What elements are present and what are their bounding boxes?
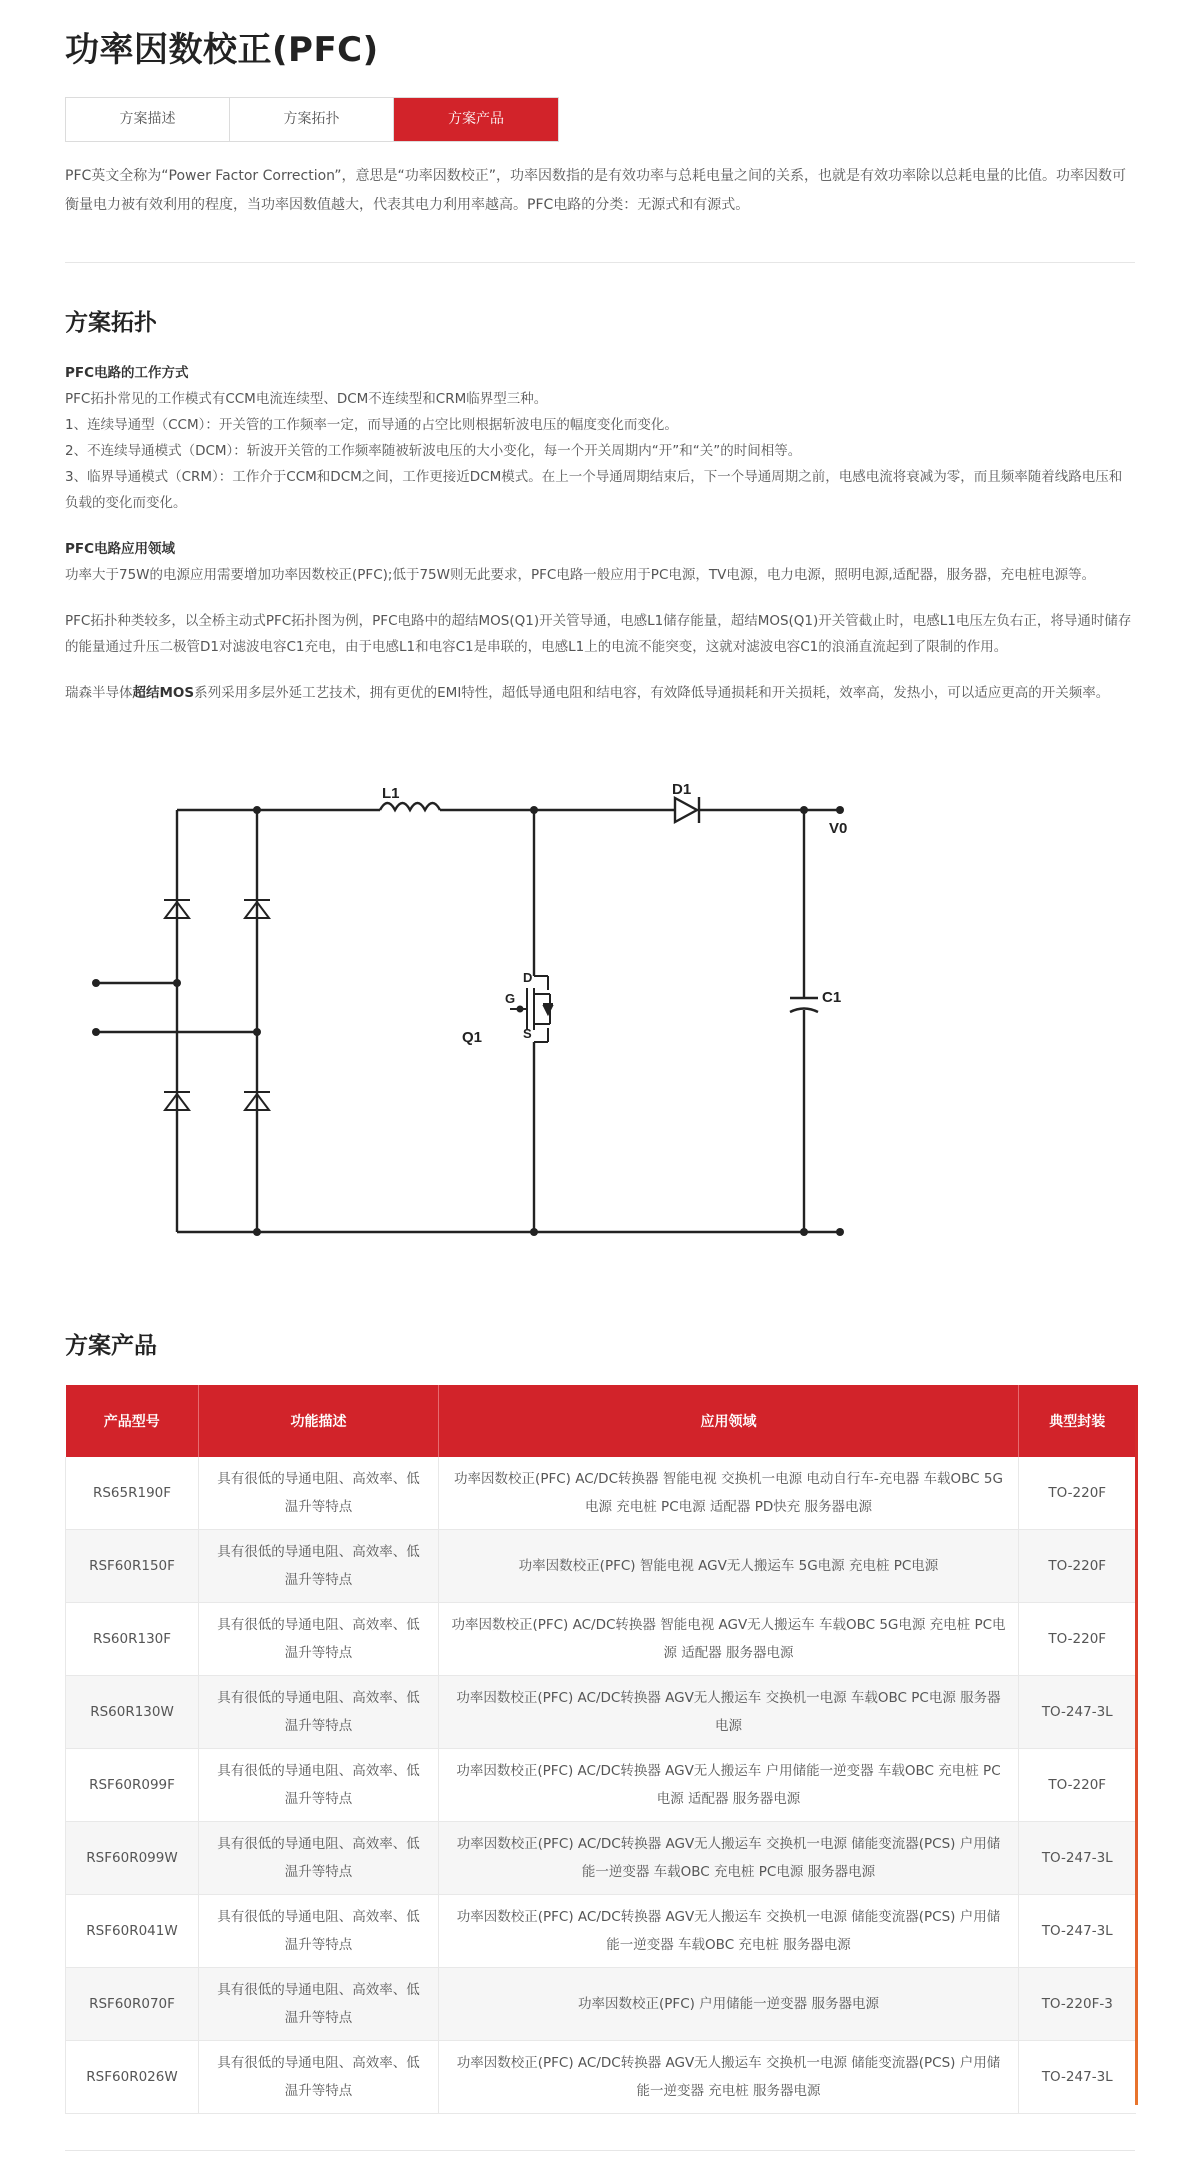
label-s: S <box>523 1026 532 1041</box>
tab-description[interactable]: 方案描述 <box>66 98 230 141</box>
capacitor-c1 <box>790 998 818 1012</box>
app-line: 功率大于75W的电源应用需要增加功率因数校正(PFC);低于75W则无此要求，PFC电路一般应用于PC电源，TV电源，电力电源，照明电源,适配器，服务器，充电桩电源等。 <box>65 567 1096 583</box>
mode-line: 2、不连续导通模式（DCM）：斩波开关管的工作频率随被斩波电压的大小变化，每一个开关周期内“开”和“关”的时间相等。 <box>65 443 802 459</box>
cell-model[interactable]: RSF60R041W <box>66 1895 199 1968</box>
tab-bar <box>65 97 559 142</box>
bridge-diodes <box>164 900 270 1110</box>
cell-function: 具有很低的导通电阻、高效率、低温升等特点 <box>199 1603 439 1676</box>
table-row <box>66 1822 1136 1895</box>
cell-function: 具有很低的导通电阻、高效率、低温升等特点 <box>199 1530 439 1603</box>
table-row <box>66 1968 1136 2041</box>
divider <box>65 262 1135 263</box>
cell-function: 具有很低的导通电阻、高效率、低温升等特点 <box>199 1822 439 1895</box>
cell-model[interactable]: RSF60R099W <box>66 1822 199 1895</box>
cell-application: 功率因数校正(PFC) 智能电视 AGV无人搬运车 5G电源 充电桩 PC电源 <box>439 1530 1019 1603</box>
cell-model[interactable]: RSF60R070F <box>66 1968 199 2041</box>
pfc-circuit-diagram <box>80 770 870 1240</box>
cell-package: TO-247-3L <box>1019 2041 1136 2114</box>
label-l1: L1 <box>382 785 400 802</box>
topology-description: PFC拓扑种类较多，以全桥主动式PFC拓扑图为例，PFC电路中的超结MOS(Q1)开关管导通，电感L1储存能量，超结MOS(Q1)开关管截止时，电感L1电压左负右正，将导通时储存的能量通过升压二极管D1对滤波电容C1充电，由于电感L1和电容C1是串联的，电感L1上的电流不能突变，这就对滤波电容C1的浪涌直流起到了限制的作用。 <box>65 613 1132 655</box>
cell-function: 具有很低的导通电阻、高效率、低温升等特点 <box>199 1749 439 1822</box>
mode-heading: PFC电路的工作方式 <box>65 365 189 381</box>
table-row <box>66 1530 1136 1603</box>
intro-text: PFC英文全称为“Power Factor Correction”，意思是“功率因数校正”，功率因数指的是有效功率与总耗电量之间的关系，也就是有效功率除以总耗电量的比值。功率因数可衡量电力被有效利用的程度，当功率因数值越大，代表其电力利用率越高。PFC电路的分类：无源式和有源式。 <box>65 168 1127 213</box>
cell-application: 功率因数校正(PFC) AC/DC转换器 AGV无人搬运车 交换机一电源 储能变流器(PCS) 户用储能一逆变器 车载OBC 充电桩 服务器电源 <box>439 1895 1019 1968</box>
cell-model[interactable]: RSF60R150F <box>66 1530 199 1603</box>
cell-model[interactable]: RS65R190F <box>66 1457 199 1530</box>
label-d1: D1 <box>672 781 692 798</box>
cell-application: 功率因数校正(PFC) AC/DC转换器 智能电视 AGV无人搬运车 车载OBC 5G电源 充电桩 PC电源 适配器 服务器电源 <box>439 1603 1019 1676</box>
table-row <box>66 1676 1136 1749</box>
col-header-package: 典型封装 <box>1019 1385 1136 1457</box>
table-header-row <box>66 1385 1136 1457</box>
product-paragraph: 瑞森半导体超结MOS系列采用多层外延工艺技术，拥有更优的EMI特性，超低导通电阻和结电容，有效降低导通损耗和开关损耗，效率高，发热小，可以适应更高的开关频率。 <box>65 685 1110 701</box>
col-header-model: 产品型号 <box>66 1385 199 1457</box>
page-title: 功率因数校正(PFC) <box>65 30 379 70</box>
cell-package: TO-220F <box>1019 1749 1136 1822</box>
inductor-l1 <box>380 803 440 810</box>
cell-function: 具有很低的导通电阻、高效率、低温升等特点 <box>199 2041 439 2114</box>
cell-application: 功率因数校正(PFC) AC/DC转换器 AGV无人搬运车 户用储能一逆变器 车载OBC 充电桩 PC电源 适配器 服务器电源 <box>439 1749 1019 1822</box>
table-scroll-edge[interactable] <box>1135 1385 1138 2105</box>
label-q1: Q1 <box>462 1029 483 1046</box>
cell-function: 具有很低的导通电阻、高效率、低温升等特点 <box>199 1968 439 2041</box>
table-row <box>66 1895 1136 1968</box>
table-row <box>66 2041 1136 2114</box>
cell-application: 功率因数校正(PFC) AC/DC转换器 AGV无人搬运车 交换机一电源 储能变流器(PCS) 户用储能一逆变器 充电桩 服务器电源 <box>439 2041 1019 2114</box>
label-v0: V0 <box>829 820 848 837</box>
label-g: G <box>505 991 516 1006</box>
col-header-function: 功能描述 <box>199 1385 439 1457</box>
label-c1: C1 <box>822 989 842 1006</box>
cell-package: TO-247-3L <box>1019 1895 1136 1968</box>
cell-application: 功率因数校正(PFC) AC/DC转换器 智能电视 交换机一电源 电动自行车-充电器 车载OBC 5G电源 充电桩 PC电源 适配器 PD快充 服务器电源 <box>439 1457 1019 1530</box>
cell-application: 功率因数校正(PFC) AC/DC转换器 AGV无人搬运车 交换机一电源 车载OBC PC电源 服务器电源 <box>439 1676 1019 1749</box>
table-row <box>66 1457 1136 1530</box>
cell-model[interactable]: RSF60R026W <box>66 2041 199 2114</box>
tab-topology[interactable]: 方案拓扑 <box>230 98 394 141</box>
cell-package: TO-220F-3 <box>1019 1968 1136 2041</box>
cell-package: TO-247-3L <box>1019 1822 1136 1895</box>
cell-function: 具有很低的导通电阻、高效率、低温升等特点 <box>199 1676 439 1749</box>
topology-content <box>65 360 1135 706</box>
cell-function: 具有很低的导通电阻、高效率、低温升等特点 <box>199 1895 439 1968</box>
cell-function: 具有很低的导通电阻、高效率、低温升等特点 <box>199 1457 439 1530</box>
products-table <box>65 1385 1135 2114</box>
cell-package: TO-220F <box>1019 1457 1136 1530</box>
mode-line: 1、连续导通型（CCM）：开关管的工作频率一定，而导通的占空比则根据斩波电压的幅度变化而变化。 <box>65 417 678 433</box>
cell-model[interactable]: RS60R130W <box>66 1676 199 1749</box>
app-heading: PFC电路应用领域 <box>65 541 176 557</box>
cell-package: TO-220F <box>1019 1603 1136 1676</box>
products-title: 方案产品 <box>65 1333 157 1359</box>
label-d: D <box>523 970 533 985</box>
table-row <box>66 1749 1136 1822</box>
mode-line: 3、临界导通模式（CRM）：工作介于CCM和DCM之间，工作更接近DCM模式。在上一个导通周期结束后，下一个导通周期之前，电感电流将衰减为零，而且频率随着线路电压和负载的变化而变化。 <box>65 469 1123 511</box>
tab-products[interactable]: 方案产品 <box>394 98 558 141</box>
topology-title: 方案拓扑 <box>65 310 157 336</box>
diode-d1 <box>675 797 699 823</box>
table-row <box>66 1603 1136 1676</box>
junction-dots <box>92 806 844 1236</box>
cell-model[interactable]: RS60R130F <box>66 1603 199 1676</box>
cell-package: TO-247-3L <box>1019 1676 1136 1749</box>
col-header-application: 应用领域 <box>439 1385 1019 1457</box>
cell-application: 功率因数校正(PFC) 户用储能一逆变器 服务器电源 <box>439 1968 1019 2041</box>
cell-model[interactable]: RSF60R099F <box>66 1749 199 1822</box>
bottom-divider <box>65 2150 1135 2151</box>
cell-application: 功率因数校正(PFC) AC/DC转换器 AGV无人搬运车 交换机一电源 储能变流器(PCS) 户用储能一逆变器 车载OBC 充电桩 PC电源 服务器电源 <box>439 1822 1019 1895</box>
mode-line: PFC拓扑常见的工作模式有CCM电流连续型、DCM不连续型和CRM临界型三种。 <box>65 391 548 407</box>
cell-package: TO-220F <box>1019 1530 1136 1603</box>
